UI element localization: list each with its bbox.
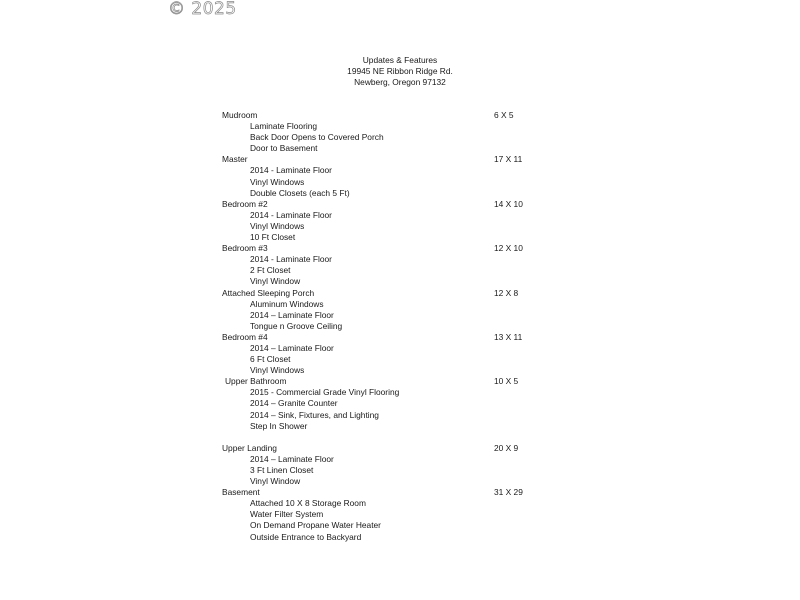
room-name: Mudroom bbox=[222, 110, 258, 120]
feature-item: 2015 - Commercial Grade Vinyl Flooring bbox=[250, 387, 400, 398]
document-title: Updates & Features bbox=[362, 55, 438, 65]
room-size: 14 X 10 bbox=[494, 198, 523, 209]
address-line-2: Newberg, Oregon 97132 bbox=[354, 77, 446, 88]
feature-item: Vinyl Windows bbox=[250, 220, 305, 231]
feature-item: 2014 - Laminate Floor bbox=[250, 254, 332, 265]
feature-item: 2014 – Granite Counter bbox=[250, 398, 338, 409]
feature-item: Water Filter System bbox=[250, 509, 324, 520]
room-row bbox=[222, 110, 562, 121]
feature-item: Laminate Flooring bbox=[250, 121, 318, 132]
room-name: Upper Bathroom bbox=[225, 376, 287, 387]
room-row bbox=[222, 443, 562, 454]
feature-item: Double Closets (each 5 Ft) bbox=[250, 187, 350, 198]
room-size: 31 X 29 bbox=[494, 487, 523, 498]
feature-item: Attached 10 X 8 Storage Room bbox=[250, 498, 366, 509]
feature-item: Outside Entrance to Backyard bbox=[250, 531, 362, 542]
room-name: Bedroom #2 bbox=[222, 198, 268, 209]
room-row bbox=[222, 332, 562, 343]
room-size: 6 X 5 bbox=[494, 110, 514, 120]
feature-item: Vinyl Window bbox=[250, 276, 301, 287]
feature-item: Vinyl Window bbox=[250, 476, 301, 487]
feature-item: 2 Ft Closet bbox=[250, 265, 291, 276]
room-name: Bedroom #3 bbox=[222, 243, 268, 254]
room-size: 10 X 5 bbox=[494, 376, 519, 387]
room-size: 17 X 11 bbox=[494, 154, 523, 165]
feature-item: Vinyl Windows bbox=[250, 365, 305, 376]
room-row bbox=[222, 487, 562, 498]
room-row bbox=[222, 199, 562, 210]
room-name: Bedroom #4 bbox=[222, 331, 268, 342]
room-name: Upper Landing bbox=[222, 442, 277, 453]
room-row bbox=[222, 288, 562, 299]
feature-item: 2014 – Laminate Floor bbox=[250, 309, 334, 320]
feature-item: 3 Ft Linen Closet bbox=[250, 465, 314, 475]
address-line-1: 19945 NE Ribbon Ridge Rd. bbox=[347, 66, 453, 77]
feature-item: Door to Basement bbox=[250, 143, 318, 154]
room-name: Attached Sleeping Porch bbox=[222, 287, 315, 298]
feature-item: 2014 – Laminate Floor bbox=[250, 453, 334, 464]
feature-item: Vinyl Windows bbox=[250, 176, 305, 187]
feature-item: 2014 – Sink, Fixtures, and Lighting bbox=[250, 409, 379, 420]
room-row bbox=[222, 154, 562, 165]
room-name: Master bbox=[222, 154, 248, 165]
room-size: 20 X 9 bbox=[494, 442, 519, 453]
feature-item: 2014 - Laminate Floor bbox=[250, 165, 332, 176]
feature-item: Aluminum Windows bbox=[250, 298, 324, 309]
room-size: 13 X 11 bbox=[494, 331, 523, 342]
room-row bbox=[222, 243, 562, 254]
section-spacer bbox=[222, 432, 562, 443]
document-header bbox=[0, 55, 800, 89]
feature-item: Step In Shower bbox=[250, 420, 308, 431]
room-size: 12 X 10 bbox=[494, 243, 523, 254]
feature-item: 2014 – Laminate Floor bbox=[250, 342, 334, 353]
room-list bbox=[222, 110, 562, 543]
feature-item: 2014 - Laminate Floor bbox=[250, 209, 332, 220]
feature-item: On Demand Propane Water Heater bbox=[250, 520, 381, 531]
copyright-watermark: © 2025 bbox=[168, 0, 237, 19]
feature-item: 6 Ft Closet bbox=[250, 354, 291, 365]
feature-item: 10 Ft Closet bbox=[250, 232, 296, 243]
feature-item: Back Door Opens to Covered Porch bbox=[250, 132, 384, 143]
room-name: Basement bbox=[222, 487, 260, 498]
room-row bbox=[222, 376, 562, 387]
feature-item: Tongue n Groove Ceiling bbox=[250, 320, 343, 331]
room-size: 12 X 8 bbox=[494, 287, 519, 298]
